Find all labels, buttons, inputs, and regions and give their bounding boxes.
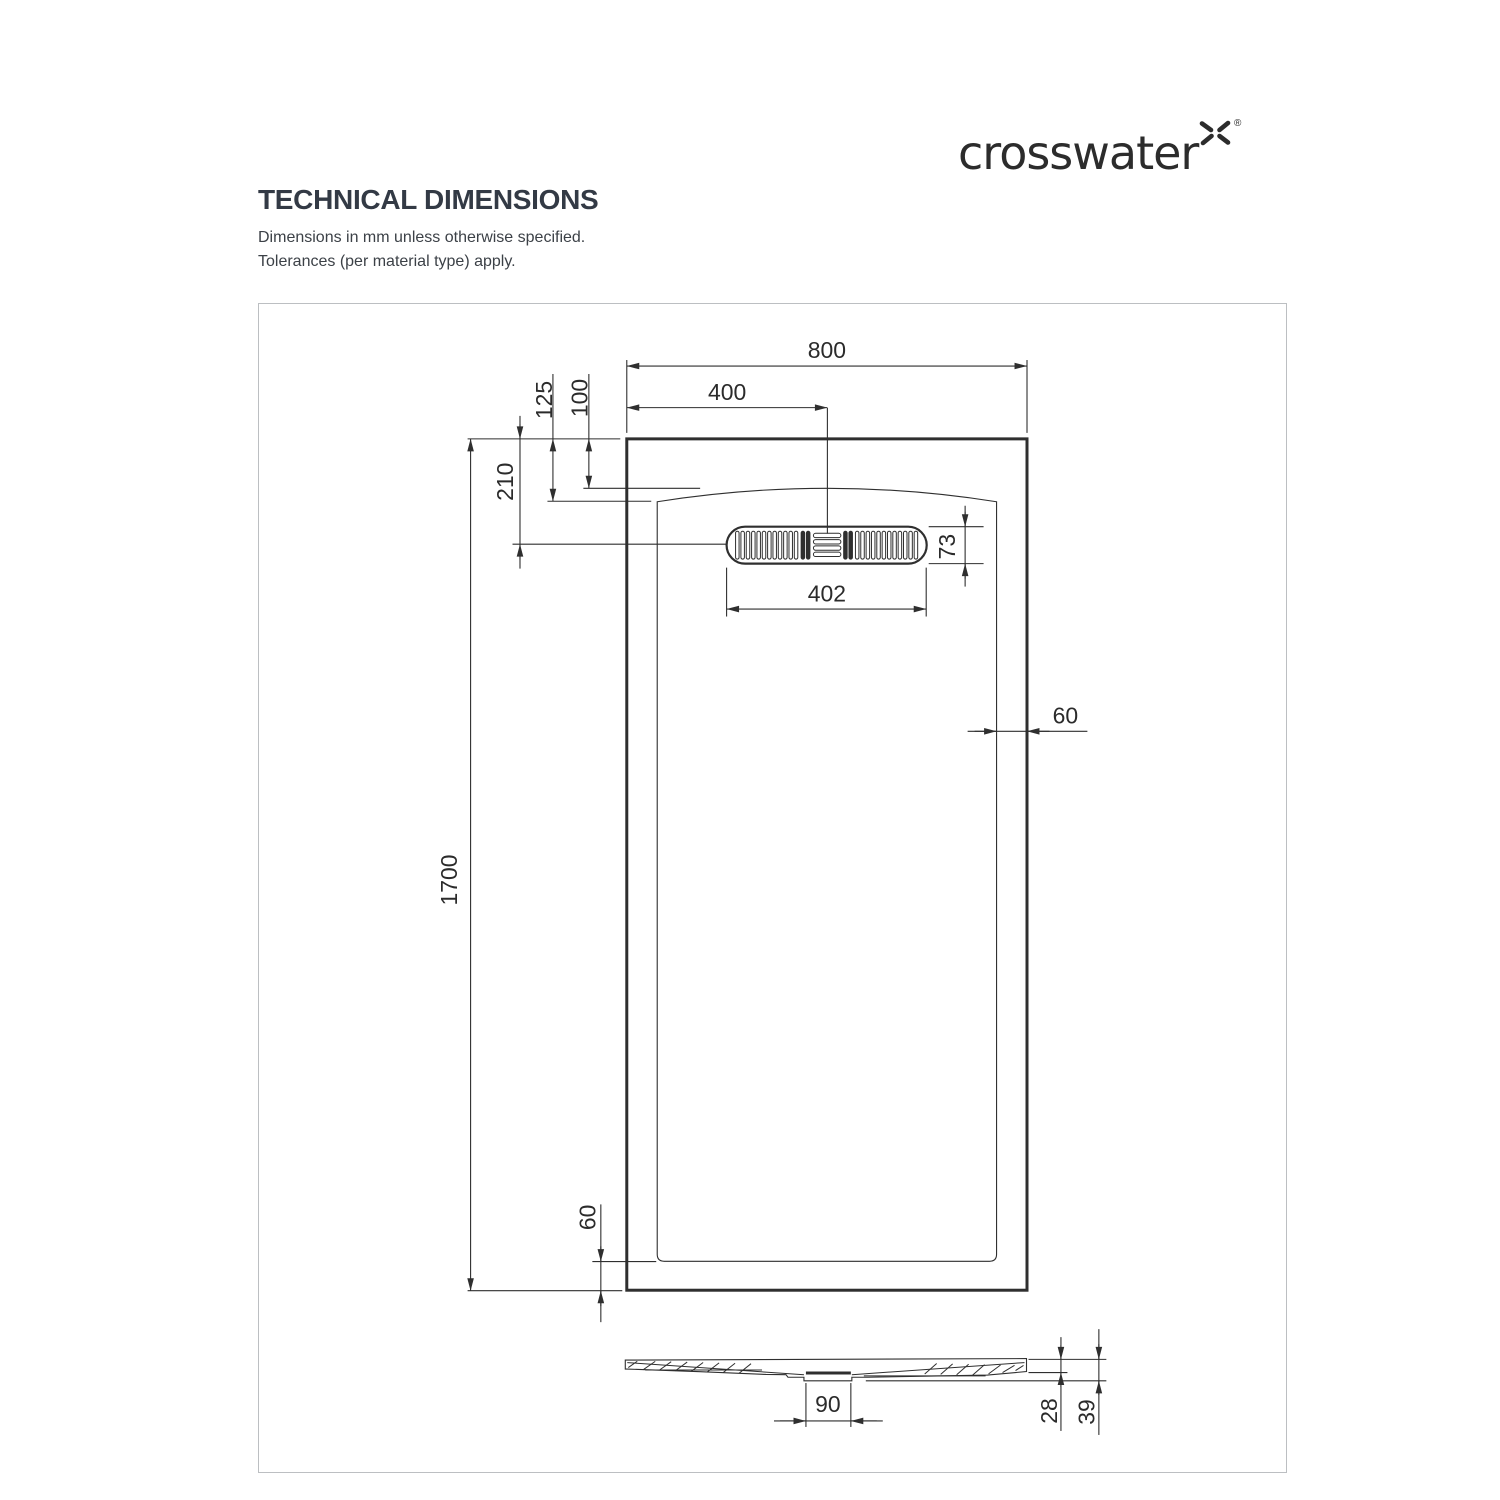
dim-label-402: 402 [807,580,847,607]
plan-dimensions [436,337,1087,1322]
dim-label-60-bottom: 60 [574,1204,601,1231]
dim-label-125: 125 [530,380,557,420]
dim-label-1700: 1700 [435,854,462,906]
drawing-frame [258,303,1287,1473]
dim-label-60-side: 60 [1052,702,1079,729]
logo-text: crosswater [958,126,1199,180]
plan-view [627,439,1027,1290]
dim-label-90: 90 [815,1390,841,1417]
subtitle-line-1: Dimensions in mm unless otherwise specified. [258,229,586,246]
dim-label-800: 800 [807,337,847,364]
dim-label-400: 400 [707,378,747,405]
page-title: TECHNICAL DIMENSIONS [258,184,599,215]
technical-drawing [259,304,1286,1472]
logo-x-mark-icon [1198,120,1232,151]
dim-label-73: 73 [934,533,961,560]
drain-slots [736,531,918,559]
registered-mark: ® [1234,118,1242,129]
profile-dimensions [774,1329,1106,1435]
dim-label-39: 39 [1073,1399,1100,1425]
dim-label-100: 100 [566,378,593,418]
dim-label-210: 210 [491,462,518,501]
profile-view [625,1359,1026,1381]
subtitle-line-2: Tolerances (per material type) apply. [258,253,516,270]
drain-grille [727,527,927,564]
crosswater-logo [958,118,1242,180]
dim-label-28: 28 [1035,1398,1062,1424]
tray-outline [627,439,1027,1290]
subtitle [258,226,585,274]
